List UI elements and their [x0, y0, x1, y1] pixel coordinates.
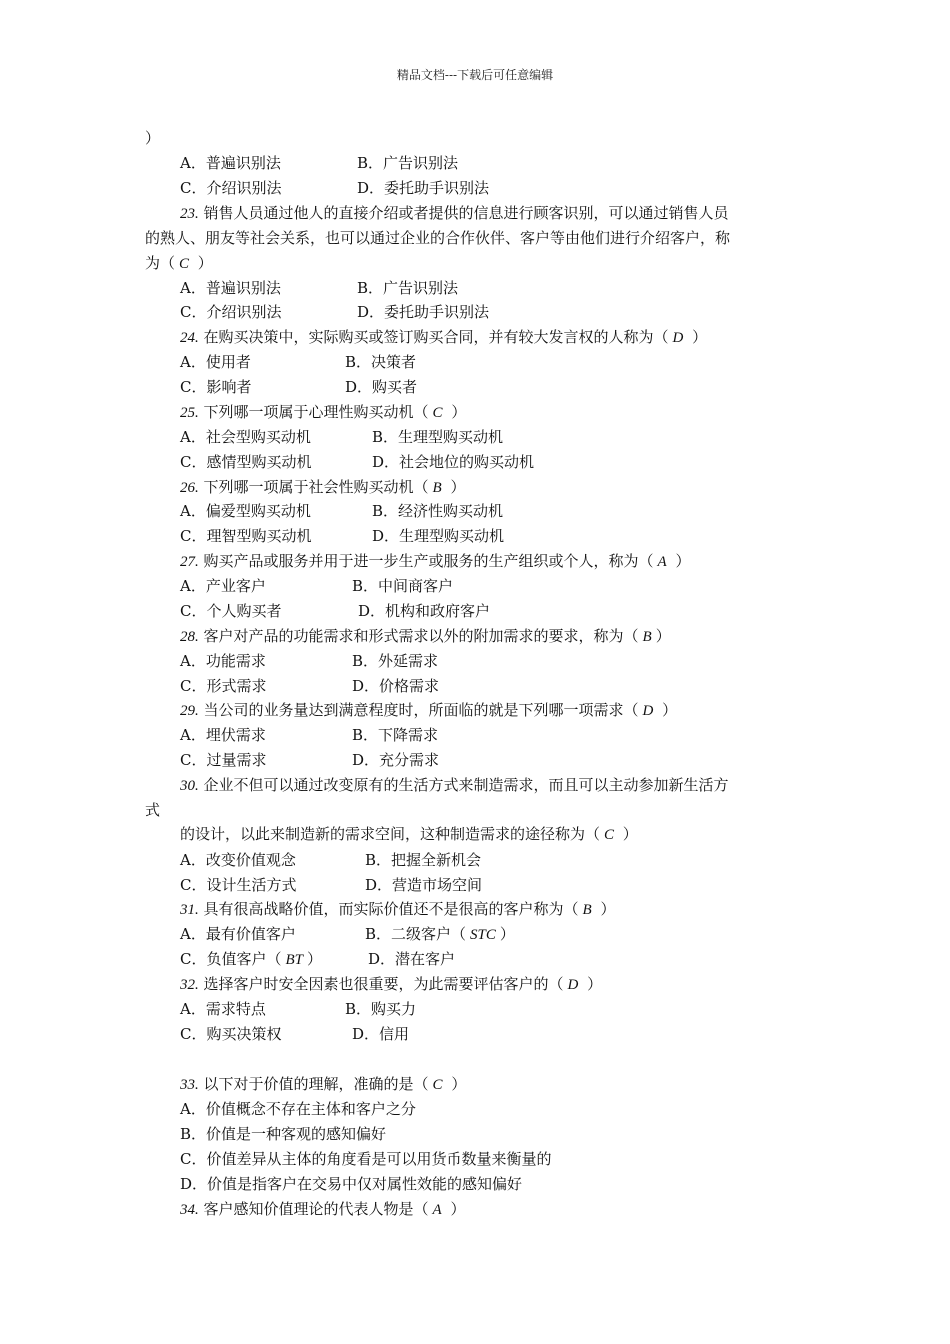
option-text: B．把握全新机会: [365, 851, 482, 869]
option-text: A．偏爱型购买动机: [180, 502, 311, 520]
answer-mark: C: [432, 405, 443, 421]
line-text: ）: [687, 328, 708, 346]
line-text: ）: [670, 552, 691, 570]
line-text: 客户对产品的功能需求和形式需求以外的附加需求的要求，称为（: [198, 627, 639, 645]
option-left: [180, 302, 281, 322]
option-text: A．使用者: [180, 353, 251, 371]
option-left: [180, 725, 266, 745]
option-text: B．经济性购买动机: [372, 502, 504, 520]
option-text: D．委托助手识别法: [357, 179, 490, 197]
line-text: ）: [445, 478, 466, 496]
line-text: ）: [582, 975, 603, 993]
answer-mark: A: [432, 1202, 442, 1218]
option-text: A．普遍识别法: [180, 154, 281, 172]
line-text: 具有很高战略价值，而实际价值还不是很高的客户称为（: [198, 900, 579, 918]
option-right: [357, 178, 489, 198]
answer-mark: D: [567, 977, 579, 993]
option-right: [372, 452, 534, 472]
text-line: [145, 253, 213, 274]
line-text: 销售人员通过他人的直接介绍或者提供的信息进行顾客识别，可以通过销售人员: [198, 204, 729, 222]
answer-mark: B: [582, 902, 592, 918]
option-text: C．感情型购买动机: [180, 453, 312, 471]
option-left: [180, 676, 266, 696]
option-left: [180, 750, 266, 770]
option-right: [345, 377, 417, 397]
option-text: B．决策者: [345, 353, 417, 371]
option-left: [180, 875, 296, 895]
question-number: 23.: [180, 206, 199, 222]
line-text: 以下对于价值的理解，准确的是（: [198, 1075, 429, 1093]
option-right: [372, 526, 504, 546]
option-left: [180, 850, 296, 870]
question-number: 30.: [180, 778, 199, 794]
option-left: [180, 924, 296, 944]
line-text: ）: [193, 254, 213, 272]
question-number: 28.: [180, 629, 199, 645]
question-line: [180, 700, 677, 721]
option-right: [365, 924, 515, 945]
line-text: A．价值概念不存在主体和客户之分: [180, 1100, 416, 1118]
line-text: 的熟人、朋友等社会关系，也可以通过企业的合作伙伴、客户等由他们进行介绍客户，称: [145, 229, 731, 247]
question-number: 24.: [180, 330, 199, 346]
line-text: 下列哪一项属于心理性购买动机（: [198, 403, 429, 421]
page-header: 精品文档---下载后可任意编辑: [396, 68, 554, 82]
answer-mark: BT: [285, 952, 303, 968]
option-right: [357, 302, 489, 322]
option-text: C．个人购买者: [180, 602, 282, 620]
option-text: B．中间商客户: [352, 577, 454, 595]
answer-mark: B: [432, 480, 442, 496]
question-line: [180, 551, 690, 572]
option-text: A．社会型购买动机: [180, 428, 311, 446]
line-text: 选择客户时安全因素也很重要，为此需要评估客户的（: [198, 975, 564, 993]
question-line: [180, 1199, 465, 1220]
option-right: [352, 1024, 409, 1044]
option-text: B．二级客户（: [365, 925, 467, 943]
option-text: D．委托助手识别法: [357, 303, 490, 321]
text-line: [180, 824, 638, 845]
option-text: A．改变价值观念: [180, 851, 296, 869]
text-line: [180, 1174, 522, 1194]
option-right: [345, 999, 416, 1019]
option-right: [357, 278, 458, 298]
line-text: 购买产品或服务并用于进一步生产或服务的生产组织或个人，称为（: [198, 552, 654, 570]
text-line: [180, 1149, 551, 1169]
option-text: A．埋伏需求: [180, 726, 266, 744]
line-text: D．价值是指客户在交易中仅对属性效能的感知偏好: [180, 1175, 523, 1193]
option-text: B．下降需求: [352, 726, 439, 744]
question-line: [180, 1074, 466, 1095]
option-left: [180, 178, 281, 198]
question-line: [180, 775, 729, 796]
text-line: [145, 228, 730, 248]
answer-mark: C: [179, 256, 190, 272]
option-text: C．理智型购买动机: [180, 527, 312, 545]
question-number: 25.: [180, 405, 199, 421]
option-text: B．外延需求: [352, 652, 439, 670]
option-left: [180, 651, 266, 671]
line-text: ）: [446, 403, 467, 421]
question-line: [180, 974, 602, 995]
question-line: [180, 203, 729, 224]
option-right: [352, 651, 438, 671]
line-text: ）: [445, 1200, 466, 1218]
answer-mark: D: [672, 330, 684, 346]
option-text: C．设计生活方式: [180, 876, 297, 894]
question-number: 33.: [180, 1077, 199, 1093]
option-text: ）: [307, 950, 323, 968]
option-right: [345, 352, 416, 372]
answer-mark: A: [657, 554, 667, 570]
question-line: [180, 477, 465, 498]
option-text: C．形式需求: [180, 677, 267, 695]
option-right: [368, 949, 455, 969]
option-text: A．产业客户: [180, 577, 266, 595]
line-text: ）: [145, 129, 161, 147]
option-text: D．生理型购买动机: [372, 527, 505, 545]
line-text: ）: [655, 627, 671, 645]
option-text: A．普遍识别法: [180, 279, 281, 297]
line-text: 在购买决策中，实际购买或签订购买合同，并有较大发言权的人称为（: [198, 328, 669, 346]
line-text: ）: [595, 900, 616, 918]
option-text: C．介绍识别法: [180, 179, 282, 197]
option-left: [180, 153, 281, 173]
option-text: D．充分需求: [352, 751, 440, 769]
option-left: [180, 949, 322, 970]
option-right: [358, 601, 490, 621]
option-text: C．影响者: [180, 378, 252, 396]
line-text: 企业不但可以通过改变原有的生活方式来制造需求，而且可以主动参加新生活方: [198, 776, 729, 794]
option-text: D．社会地位的购买动机: [372, 453, 535, 471]
answer-mark: C: [604, 827, 615, 843]
option-text: B．广告识别法: [357, 154, 459, 172]
option-right: [352, 725, 438, 745]
text-line: [180, 1099, 416, 1119]
option-text: A．需求特点: [180, 1000, 266, 1018]
line-text: 客户感知价值理论的代表人物是（: [198, 1200, 429, 1218]
option-left: [180, 377, 251, 397]
text-line: [180, 1124, 386, 1144]
line-text: 式: [145, 801, 161, 819]
option-text: A．功能需求: [180, 652, 266, 670]
line-text: ）: [618, 825, 638, 843]
option-right: [357, 153, 458, 173]
line-text: 当公司的业务量达到满意程度时，所面临的就是下列哪一项需求（: [198, 701, 639, 719]
option-text: B．广告识别法: [357, 279, 459, 297]
option-left: [180, 526, 311, 546]
question-number: 29.: [180, 703, 199, 719]
option-left: [180, 1024, 281, 1044]
option-left: [180, 999, 266, 1019]
option-text: C．负值客户（: [180, 950, 282, 968]
option-right: [352, 676, 439, 696]
text-line: [145, 800, 160, 820]
option-left: [180, 452, 311, 472]
option-right: [352, 576, 453, 596]
option-text: C．介绍识别法: [180, 303, 282, 321]
line-text: B．价值是一种客观的感知偏好: [180, 1125, 387, 1143]
option-right: [372, 427, 503, 447]
option-text: D．营造市场空间: [365, 876, 483, 894]
line-text: ）: [657, 701, 678, 719]
question-line: [180, 327, 707, 348]
line-text: 的设计，以此来制造新的需求空间，这种制造需求的途径称为（: [180, 825, 601, 843]
option-right: [372, 501, 503, 521]
question-number: 27.: [180, 554, 199, 570]
option-right: [365, 875, 482, 895]
option-text: ）: [499, 925, 515, 943]
answer-mark: B: [642, 629, 652, 645]
answer-mark: STC: [470, 927, 496, 943]
question-line: [180, 402, 466, 423]
option-text: D．信用: [352, 1025, 410, 1043]
question-number: 34.: [180, 1202, 199, 1218]
question-number: 26.: [180, 480, 199, 496]
text-line: [145, 128, 160, 148]
option-text: B．生理型购买动机: [372, 428, 504, 446]
answer-mark: D: [642, 703, 654, 719]
option-left: [180, 427, 311, 447]
option-text: A．最有价值客户: [180, 925, 296, 943]
line-text: ）: [446, 1075, 467, 1093]
option-text: D．潜在客户: [368, 950, 456, 968]
option-right: [365, 850, 481, 870]
question-number: 32.: [180, 977, 199, 993]
option-text: D．机构和政府客户: [358, 602, 491, 620]
line-text: 为（: [145, 254, 176, 272]
option-left: [180, 278, 281, 298]
option-text: C．过量需求: [180, 751, 267, 769]
option-left: [180, 352, 251, 372]
line-text: 下列哪一项属于社会性购买动机（: [198, 478, 429, 496]
line-text: C．价值差异从主体的角度看是可以用货币数量来衡量的: [180, 1150, 552, 1168]
question-number: 31.: [180, 902, 199, 918]
option-left: [180, 501, 311, 521]
option-text: D．购买者: [345, 378, 418, 396]
option-right: [352, 750, 439, 770]
option-text: C．购买决策权: [180, 1025, 282, 1043]
question-line: [180, 626, 671, 647]
option-text: D．价格需求: [352, 677, 440, 695]
question-line: [180, 899, 615, 920]
option-text: B．购买力: [345, 1000, 417, 1018]
option-left: [180, 601, 281, 621]
answer-mark: C: [432, 1077, 443, 1093]
option-left: [180, 576, 266, 596]
